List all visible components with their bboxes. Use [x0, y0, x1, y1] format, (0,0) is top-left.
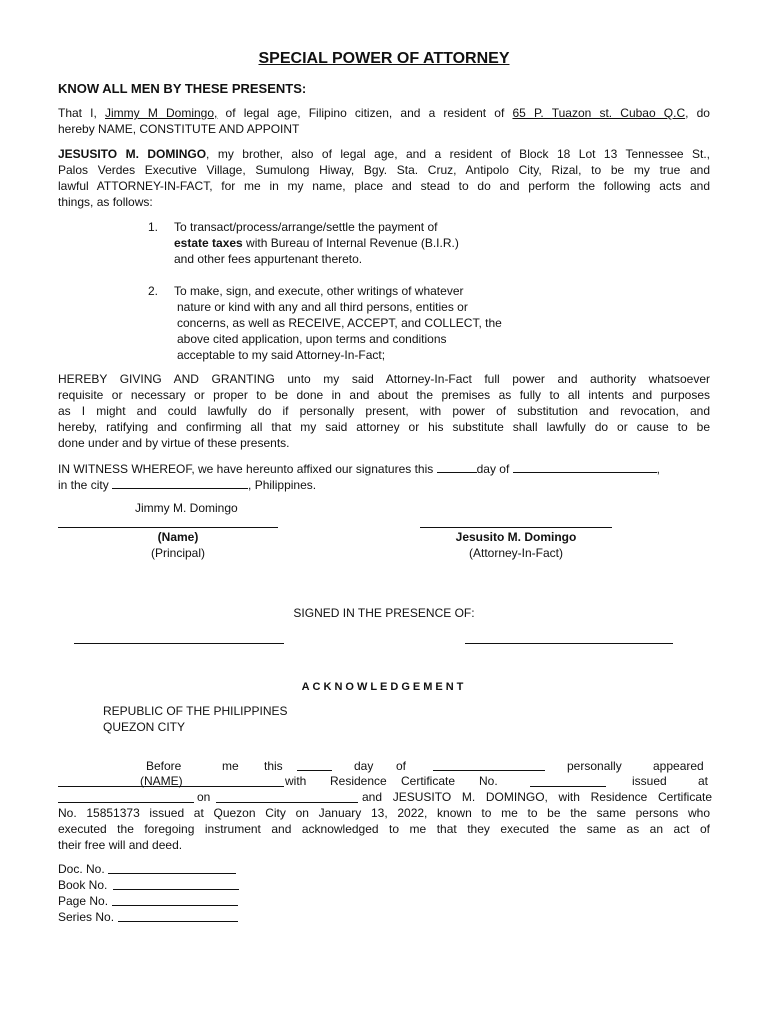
ack-word-appeared: appeared	[653, 759, 704, 773]
acknowledgement-title: ACKNOWLEDGEMENT	[301, 681, 467, 693]
ack-word-no: No.	[479, 774, 498, 788]
intro-line-1: That I, Jimmy M Domingo, of legal age, Filipino citizen, and a resident of 65 P. Tuazon st. Cubao Q.C, do	[58, 106, 710, 120]
ack-word-day: day	[354, 759, 374, 773]
attorney-signature-line[interactable]	[420, 527, 612, 528]
city-label: QUEZON CITY	[103, 720, 186, 734]
ack-word-residence: Residence	[330, 774, 387, 788]
witness-1-signature-line[interactable]	[74, 643, 284, 644]
item-2-line-1: To make, sign, and execute, other writings of whatever	[174, 284, 464, 298]
ack-word-certificate: Certificate	[401, 774, 456, 788]
witness-line-1: IN WITNESS WHEREOF, we have hereunto affixed our signatures this day of ,	[58, 462, 660, 476]
granting-line-3: as I might and could lawfully do if personally present, with power of substitution and revocation, and	[58, 404, 710, 418]
item-2-line-3: concerns, as well as RECEIVE, ACCEPT, and COLLECT, the	[177, 316, 502, 330]
principal-signature-text: Jimmy M. Domingo	[135, 501, 238, 515]
intro-line-2: hereby NAME, CONSTITUTE AND APPOINT	[58, 122, 300, 136]
doc-no-label: Doc. No.	[58, 862, 105, 876]
ack-word-me: me	[222, 759, 239, 773]
item-2-number: 2.	[148, 284, 159, 298]
item-2-line-2: nature or kind with any and all third persons, entities or	[177, 300, 468, 314]
witness-line-2: in the city , Philippines.	[58, 478, 317, 492]
principal-address: 65 P. Tuazon st. Cubao Q.C	[512, 106, 686, 120]
principal-name-label: (Name)	[157, 530, 199, 544]
granting-line-2: requisite or necessary or proper to be done in and about the premises as fully to all intents and purposes	[58, 388, 710, 402]
item-2-line-5: acceptable to my said Attorney-In-Fact;	[177, 348, 386, 362]
item-2-line-4: above cited application, upon terms and conditions	[177, 332, 447, 346]
ack-line-4: No. 15851373 issued at Quezon City on January 13, 2022, known to me to be the same persons who	[58, 806, 710, 820]
heading: KNOW ALL MEN BY THESE PRESENTS:	[58, 81, 307, 96]
ack-word-on: on	[197, 790, 211, 804]
attorney-line-4: things, as follows:	[58, 195, 153, 209]
witness-month-blank[interactable]	[513, 460, 657, 473]
ack-word-personally: personally	[567, 759, 622, 773]
item-1-line-1: To transact/process/arrange/settle the payment of	[174, 220, 438, 234]
republic-label: REPUBLIC OF THE PHILIPPINES	[103, 704, 288, 718]
item-1-line-2: estate taxes with Bureau of Internal Revenue (B.I.R.)	[174, 236, 459, 250]
attorney-name: JESUSITO M. DOMINGO	[58, 147, 207, 161]
ack-word-with: with	[285, 774, 307, 788]
attorney-role-label: (Attorney-In-Fact)	[468, 546, 564, 560]
principal-role-label: (Principal)	[150, 546, 205, 560]
document-title: SPECIAL POWER OF ATTORNEY	[258, 50, 510, 67]
doc-no-blank[interactable]	[108, 873, 236, 874]
granting-line-5: done under and by virtue of these presents.	[58, 436, 290, 450]
series-no-blank[interactable]	[118, 921, 238, 922]
attorney-line-1: JESUSITO M. DOMINGO, my brother, also of legal age, and a resident of Block 18 Lot 13 Tennessee St.,	[58, 147, 711, 161]
item-1-line-3: and other fees appurtenant thereto.	[174, 252, 363, 266]
granting-line-1: HEREBY GIVING AND GRANTING unto my said Attorney-In-Fact full power and authority whatsoever	[58, 372, 710, 386]
ack-line-5: executed the foregoing instrument and acknowledged to me that they executed the same as an act of	[58, 822, 710, 836]
ack-date-blank[interactable]	[216, 802, 358, 803]
page-no-label: Page No.	[58, 894, 109, 908]
book-no-label: Book No.	[58, 878, 108, 892]
ack-line-6: their free will and deed.	[58, 838, 183, 852]
ack-word-issued: issued	[632, 774, 667, 788]
granting-line-4: hereby, ratifying and confirming all that my said attorney or his substitute shall lawfully do or cause to be	[58, 420, 710, 434]
witness-2-signature-line[interactable]	[465, 643, 673, 644]
book-no-blank[interactable]	[113, 889, 239, 890]
principal-signature-line[interactable]	[58, 527, 278, 528]
presence-heading: SIGNED IN THE PRESENCE OF:	[293, 606, 475, 620]
item-1-number: 1.	[148, 220, 159, 234]
principal-name: Jimmy M Domingo,	[105, 106, 218, 120]
ack-place-blank[interactable]	[58, 802, 194, 803]
witness-day-blank[interactable]	[437, 460, 477, 473]
attorney-name-label: Jesusito M. Domingo	[455, 530, 577, 544]
page-no-blank[interactable]	[112, 905, 238, 906]
ack-word-before: Before	[146, 759, 182, 773]
attorney-line-2: Palos Verdes Executive Village, Sumulong Hiway, Bgy. Sta. Cruz, Antipolo City, Rizal, to be my true and	[58, 163, 710, 177]
ack-word-at: at	[698, 774, 709, 788]
series-no-label: Series No.	[58, 910, 115, 924]
witness-city-blank[interactable]	[112, 476, 248, 489]
ack-cert-no-blank[interactable]	[530, 786, 606, 787]
ack-day-blank[interactable]	[297, 770, 332, 771]
attorney-line-3: lawful ATTORNEY-IN-FACT, for me in my name, place and stead to do and perform the following acts and	[58, 179, 710, 193]
ack-word-this: this	[264, 759, 283, 773]
ack-name-label: (NAME)	[140, 774, 183, 788]
ack-word-of: of	[396, 759, 407, 773]
ack-line-3-rest: and JESUSITO M. DOMINGO, with Residence Certificate	[362, 790, 712, 804]
ack-month-blank[interactable]	[433, 770, 545, 771]
